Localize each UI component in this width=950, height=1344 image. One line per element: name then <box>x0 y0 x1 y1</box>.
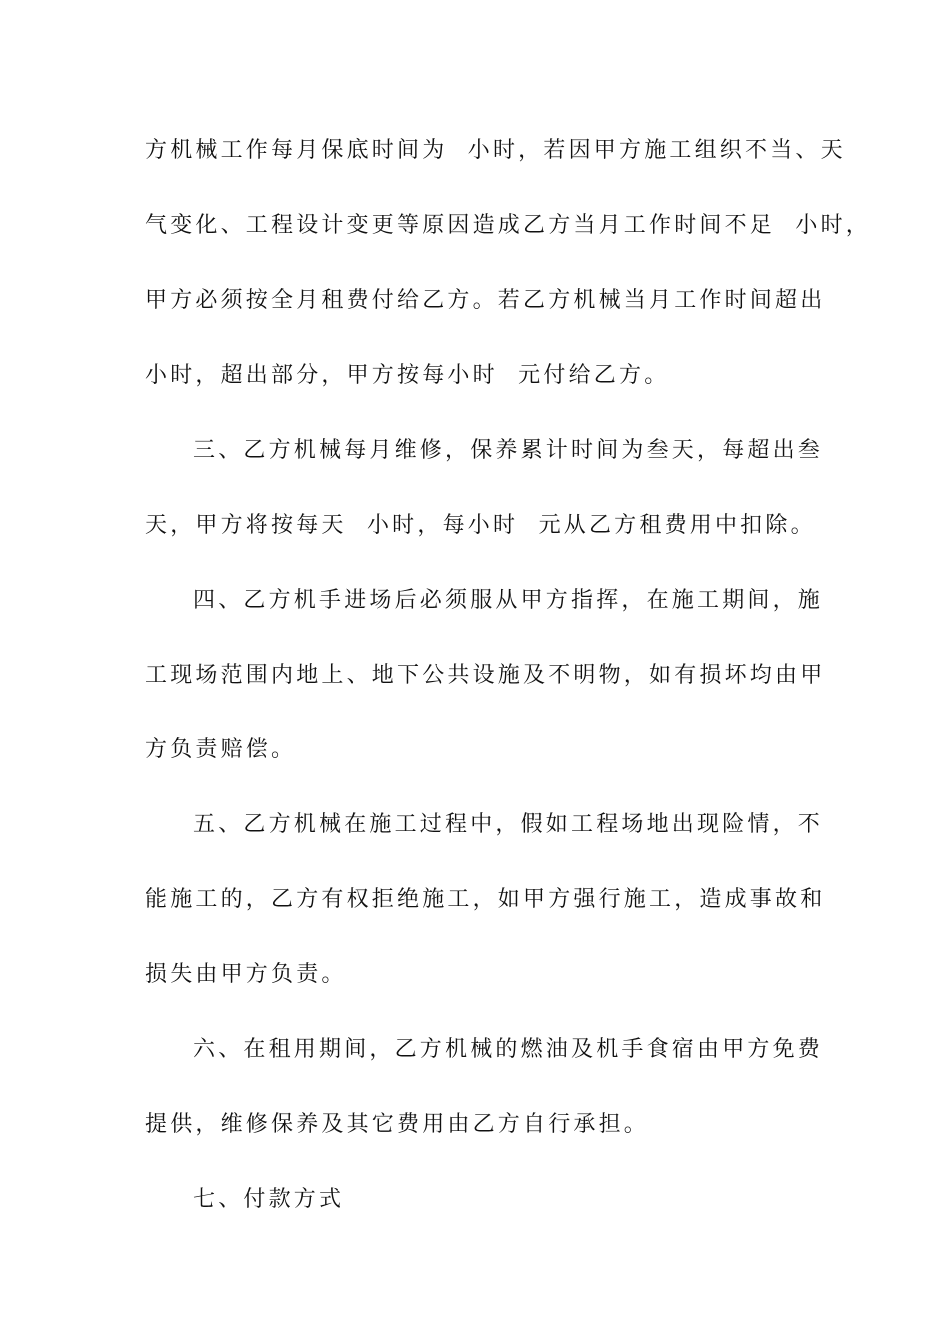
clause-6-first-line: 六、在租用期间，乙方机械的燃油及机手食宿由甲方免费 <box>193 1037 824 1062</box>
clause-5-first-line: 五、乙方机械在施工过程中，假如工程场地出现险情，不 <box>193 812 824 837</box>
text-line: 方负责赔偿。 <box>145 737 297 762</box>
text-line: 甲方必须按全月租费付给乙方。若乙方机械当月工作时间超出 <box>145 288 826 313</box>
text-line: 方机械工作每月保底时间为 小时，若因甲方施工组织不当、天 <box>145 138 846 163</box>
clause-7-heading: 七、付款方式 <box>193 1187 345 1212</box>
text-line: 能施工的，乙方有权拒绝施工，如甲方强行施工，造成事故和 <box>145 887 826 912</box>
text-line: 小时，超出部分，甲方按每小时 元付给乙方。 <box>145 363 670 388</box>
text-line: 工现场范围内地上、地下公共设施及不明物，如有损坏均由甲 <box>145 663 826 688</box>
text-line: 天，甲方将按每天 小时，每小时 元从乙方租费用中扣除。 <box>145 513 816 538</box>
clause-4-first-line: 四、乙方机手进场后必须服从甲方指挥，在施工期间，施 <box>193 588 824 613</box>
text-line: 气变化、工程设计变更等原因造成乙方当月工作时间不足 小时， <box>145 213 871 238</box>
clause-3-first-line: 三、乙方机械每月维修，保养累计时间为叁天，每超出叁 <box>193 438 824 463</box>
text-line: 损失由甲方负责。 <box>145 962 347 987</box>
text-line: 提供，维修保养及其它费用由乙方自行承担。 <box>145 1112 650 1137</box>
